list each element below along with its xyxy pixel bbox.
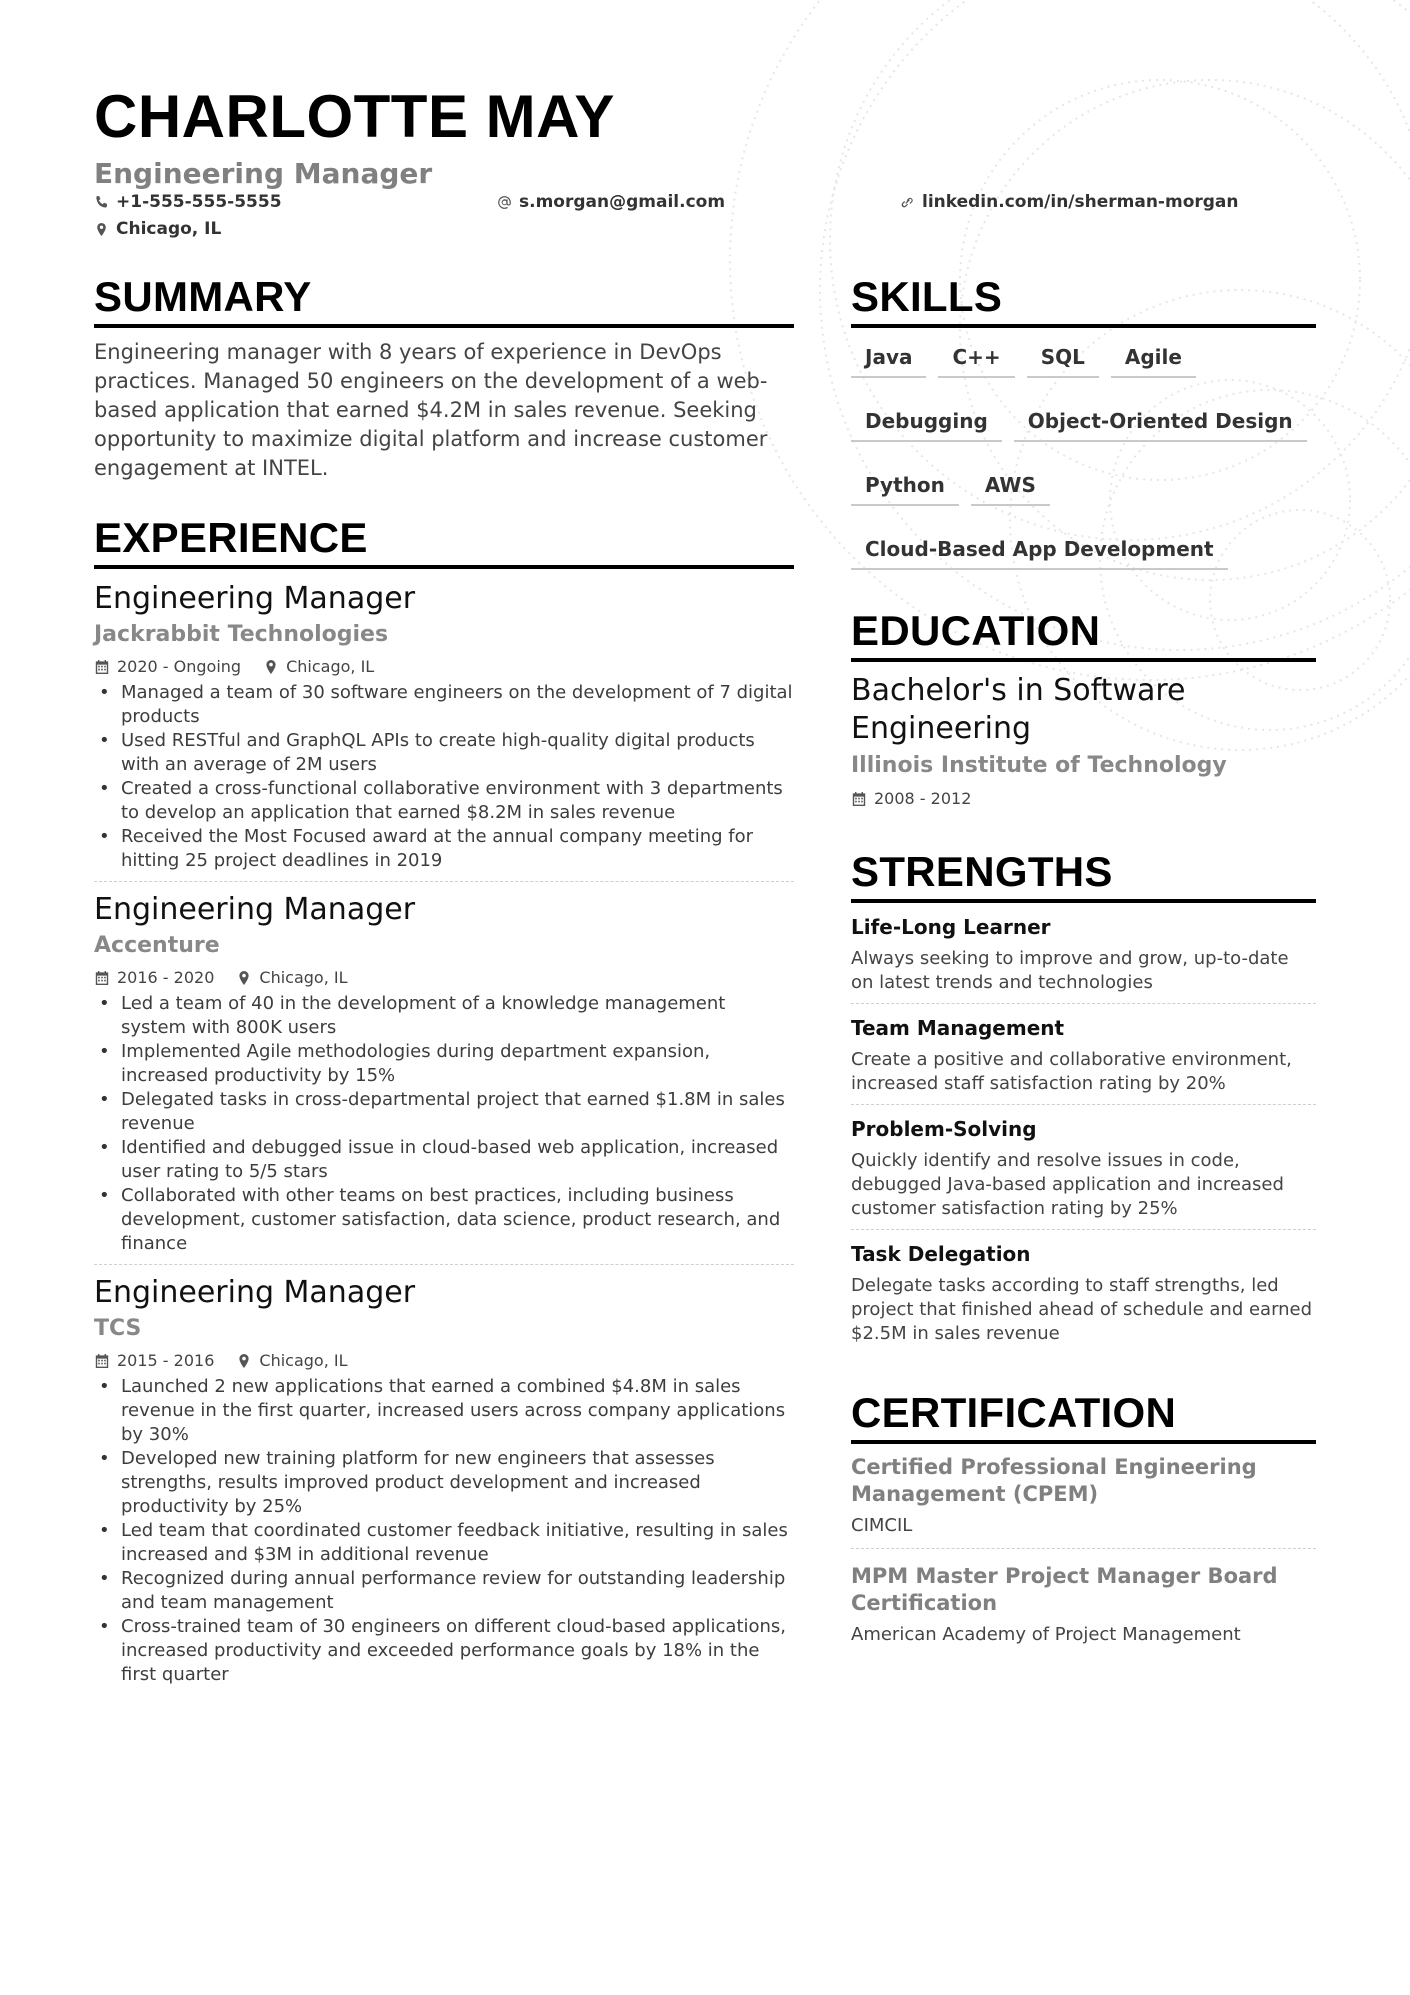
job-bullet: • Cross-trained team of 30 engineers on different cloud-based applications, increased productivity and exceeded performance goals by 18% in the first quarter bbox=[94, 1615, 794, 1687]
job-title: Engineering Manager bbox=[94, 1275, 416, 1310]
certification-title: Certified Professional Engineering Management (CPEM) bbox=[851, 1455, 1257, 1506]
location-text: Chicago, IL bbox=[116, 219, 222, 239]
education-degree: Bachelor's in Software Engineering bbox=[851, 673, 1186, 746]
job-location bbox=[236, 966, 347, 990]
strengths-heading: STRENGTHS bbox=[851, 847, 1316, 903]
phone-contact[interactable] bbox=[94, 192, 282, 212]
strength-item bbox=[851, 1115, 1316, 1230]
job-meta bbox=[94, 966, 794, 990]
skills-heading: SKILLS bbox=[851, 272, 1316, 328]
job-bullet: • Identified and debugged issue in cloud-based web application, increased user rating to 5/5 stars bbox=[94, 1136, 794, 1184]
location-pin-icon bbox=[263, 659, 279, 675]
job-location-text: Chicago, IL bbox=[286, 657, 375, 676]
job-meta bbox=[94, 655, 794, 679]
email-contact[interactable] bbox=[497, 192, 725, 212]
strength-title: Task Delegation bbox=[851, 1242, 1031, 1266]
job-dates bbox=[94, 1349, 214, 1373]
link-icon bbox=[900, 195, 915, 210]
strength-title: Team Management bbox=[851, 1016, 1065, 1040]
strength-description: Create a positive and collaborative environment, increased staff satisfaction rating by 20% bbox=[851, 1049, 1292, 1094]
skill-tag: Agile bbox=[1111, 338, 1196, 378]
job-location bbox=[263, 655, 374, 679]
left-column bbox=[94, 272, 794, 1695]
strength-title: Life-Long Learner bbox=[851, 915, 1051, 939]
job-bullet: • Collaborated with other teams on best practices, including business development, customer satisfaction, data science, product research, and finance bbox=[94, 1184, 794, 1256]
summary-section bbox=[94, 272, 794, 483]
strength-description: Delegate tasks according to staff strengths, led project that finished ahead of schedule and earned $2.5M in sales revenue bbox=[851, 1275, 1313, 1344]
skill-tag: AWS bbox=[971, 466, 1050, 506]
job-company: TCS bbox=[94, 1316, 142, 1341]
strength-item bbox=[851, 913, 1316, 1004]
skills-section bbox=[851, 272, 1316, 594]
phone-icon bbox=[94, 195, 109, 210]
location-pin-icon bbox=[236, 1353, 252, 1369]
skill-tag: SQL bbox=[1027, 338, 1099, 378]
job-bullet: • Created a cross-functional collaborative environment with 3 departments to develop an application that earned $8.2M in sales revenue bbox=[94, 777, 794, 825]
certification-organization: American Academy of Project Management bbox=[851, 1624, 1241, 1645]
skill-tag: Debugging bbox=[851, 402, 1002, 442]
certification-organization: CIMCIL bbox=[851, 1515, 913, 1536]
right-column bbox=[851, 272, 1316, 1657]
calendar-icon bbox=[94, 1353, 110, 1369]
linkedin-url: linkedin.com/in/sherman-morgan bbox=[922, 192, 1239, 212]
job-title: Engineering Manager bbox=[94, 581, 416, 616]
job-bullet: • Developed new training platform for new engineers that assesses strengths, results improved product development and increased productivity by 25% bbox=[94, 1447, 794, 1519]
strength-item bbox=[851, 1014, 1316, 1105]
education-meta bbox=[851, 787, 1316, 811]
resume-header bbox=[94, 78, 1324, 246]
job-location-text: Chicago, IL bbox=[259, 1351, 348, 1370]
phone-number: +1-555-555-5555 bbox=[116, 192, 282, 212]
summary-text: Engineering manager with 8 years of experience in DevOps practices. Managed 50 engineers on the development of a web-based application that earned $4.2M in sales revenue. Seeking opportunity to maximize digital platform and increase customer engagement at INTEL. bbox=[94, 340, 768, 480]
calendar-icon bbox=[94, 659, 110, 675]
strength-description: Quickly identify and resolve issues in code, debugged Java-based application and increased customer satisfaction rating by 25% bbox=[851, 1150, 1284, 1219]
at-sign-icon bbox=[497, 195, 512, 210]
job-bullet: • Launched 2 new applications that earned a combined $4.8M in sales revenue in the first quarter, increased users across company applications by 30% bbox=[94, 1375, 794, 1447]
job-entry bbox=[94, 890, 794, 1265]
job-dates bbox=[94, 655, 241, 679]
job-meta bbox=[94, 1349, 794, 1373]
job-location bbox=[236, 1349, 347, 1373]
location-contact bbox=[94, 219, 221, 239]
candidate-name: CHARLOTTE MAY bbox=[94, 83, 615, 150]
job-title: Engineering Manager bbox=[94, 892, 416, 927]
job-location-text: Chicago, IL bbox=[259, 968, 348, 987]
job-bullet: • Implemented Agile methodologies during department expansion, increased productivity by 15% bbox=[94, 1040, 794, 1088]
contact-row bbox=[94, 192, 1324, 219]
skill-tag: Java bbox=[851, 338, 926, 378]
job-bullet: • Recognized during annual performance review for outstanding leadership and team management bbox=[94, 1567, 794, 1615]
certification-section bbox=[851, 1388, 1316, 1657]
job-dates-text: 2020 - Ongoing bbox=[117, 657, 242, 676]
job-bullet: • Delegated tasks in cross-departmental project that earned $1.8M in sales revenue bbox=[94, 1088, 794, 1136]
job-company: Accenture bbox=[94, 933, 220, 958]
job-bullets bbox=[94, 681, 794, 873]
skill-tag: Cloud-Based App Development bbox=[851, 530, 1228, 570]
calendar-icon bbox=[851, 791, 867, 807]
strengths-section bbox=[851, 847, 1316, 1354]
calendar-icon bbox=[94, 970, 110, 986]
summary-heading: SUMMARY bbox=[94, 272, 794, 328]
certification-item bbox=[851, 1454, 1316, 1549]
job-company: Jackrabbit Technologies bbox=[94, 622, 389, 647]
education-dates-text: 2008 - 2012 bbox=[874, 789, 972, 808]
strength-description: Always seeking to improve and grow, up-to-date on latest trends and technologies bbox=[851, 948, 1289, 993]
job-bullet: • Led a team of 40 in the development of a knowledge management system with 800K users bbox=[94, 992, 794, 1040]
experience-heading: EXPERIENCE bbox=[94, 513, 794, 569]
strength-item bbox=[851, 1240, 1316, 1354]
experience-section bbox=[94, 513, 794, 1695]
job-bullet: • Managed a team of 30 software engineers on the development of 7 digital products bbox=[94, 681, 794, 729]
education-section bbox=[851, 606, 1316, 811]
education-dates bbox=[851, 787, 971, 811]
location-row bbox=[94, 219, 1324, 246]
email-address: s.morgan@gmail.com bbox=[519, 192, 726, 212]
education-heading: EDUCATION bbox=[851, 606, 1316, 662]
job-bullet: • Received the Most Focused award at the annual company meeting for hitting 25 project deadlines in 2019 bbox=[94, 825, 794, 873]
candidate-title: Engineering Manager bbox=[94, 157, 433, 190]
skills-list bbox=[851, 338, 1316, 594]
job-bullets bbox=[94, 992, 794, 1256]
certification-item bbox=[851, 1563, 1316, 1657]
education-school: Illinois Institute of Technology bbox=[851, 753, 1227, 778]
skill-tag: C++ bbox=[938, 338, 1014, 378]
job-entry bbox=[94, 579, 794, 882]
job-dates-text: 2016 - 2020 bbox=[117, 968, 215, 987]
location-pin-icon bbox=[94, 222, 109, 237]
certification-title: MPM Master Project Manager Board Certification bbox=[851, 1564, 1278, 1615]
skill-tag: Object-Oriented Design bbox=[1014, 402, 1307, 442]
certification-heading: CERTIFICATION bbox=[851, 1388, 1316, 1444]
job-bullets bbox=[94, 1375, 794, 1687]
job-bullet: • Led team that coordinated customer feedback initiative, resulting in sales increased and $3M in additional revenue bbox=[94, 1519, 794, 1567]
job-bullet: • Used RESTful and GraphQL APIs to create high-quality digital products with an average of 2M users bbox=[94, 729, 794, 777]
job-entry bbox=[94, 1273, 794, 1695]
job-dates-text: 2015 - 2016 bbox=[117, 1351, 215, 1370]
strength-title: Problem-Solving bbox=[851, 1117, 1037, 1141]
skill-tag: Python bbox=[851, 466, 959, 506]
location-pin-icon bbox=[236, 970, 252, 986]
linkedin-contact[interactable] bbox=[900, 192, 1239, 212]
job-dates bbox=[94, 966, 214, 990]
